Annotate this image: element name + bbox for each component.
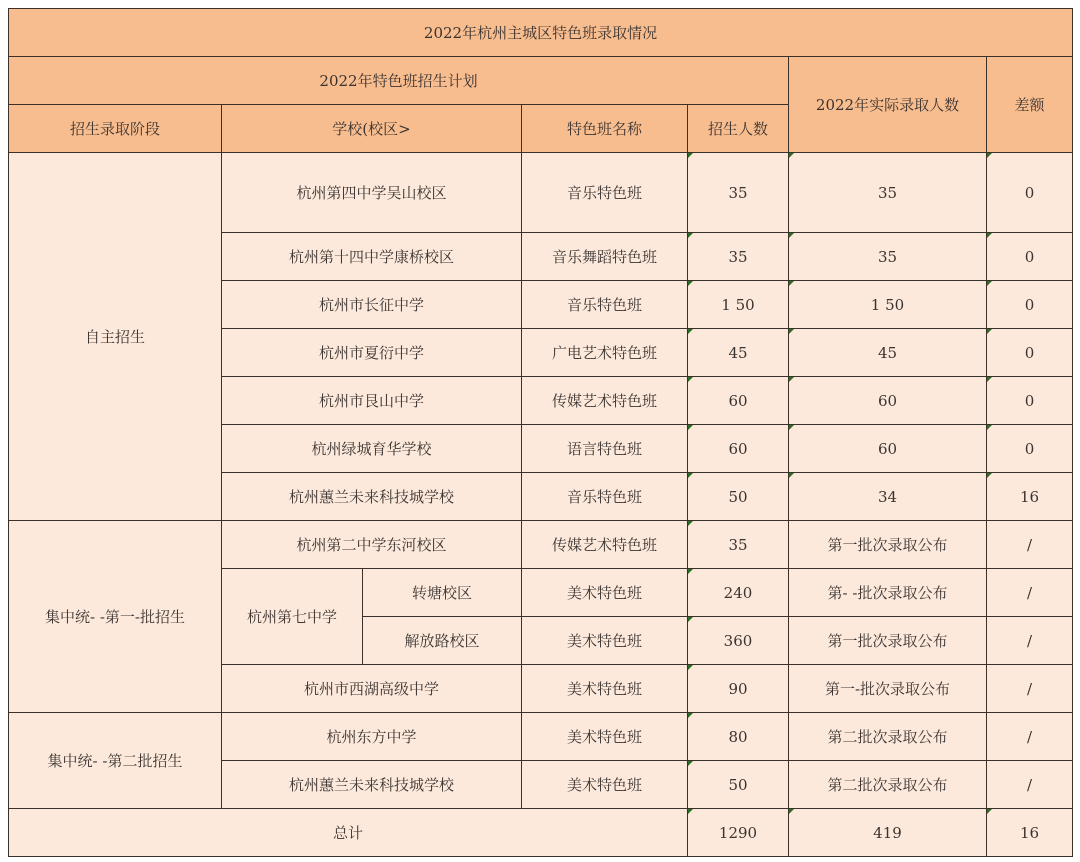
school-cell: 杭州第二中学东河校区 [222,521,522,569]
class-name-cell: 美术特色班 [522,713,688,761]
admission-table [8,8,1073,857]
diff-cell: 0 [987,377,1073,425]
quota-cell: 50 [688,761,789,809]
actual-cell: 第一批次录取公布 [789,521,987,569]
stage-cell: 集中统- -第一-批招生 [9,521,222,713]
class-name-cell: 音乐特色班 [522,153,688,233]
class-name-cell: 广电艺术特色班 [522,329,688,377]
diff-cell: / [987,665,1073,713]
class-name-cell: 美术特色班 [522,617,688,665]
diff-cell: 0 [987,425,1073,473]
class-name-cell: 音乐舞蹈特色班 [522,233,688,281]
actual-cell: 第二批次录取公布 [789,713,987,761]
school-cell: 杭州市长征中学 [222,281,522,329]
diff-cell: / [987,569,1073,617]
school-cell: 杭州蕙兰未来科技城学校 [222,473,522,521]
diff-cell: / [987,617,1073,665]
campus-cell: 转塘校区 [363,569,522,617]
actual-cell: 1 50 [789,281,987,329]
actual-cell: 34 [789,473,987,521]
table-row [9,153,1073,233]
actual-header: 2022年实际录取人数 [789,57,987,153]
quota-cell: 60 [688,377,789,425]
actual-cell: 第- -批次录取公布 [789,569,987,617]
quota-cell: 1 50 [688,281,789,329]
diff-cell: 0 [987,281,1073,329]
quota-cell: 35 [688,153,789,233]
school-cell: 杭州市西湖高级中学 [222,665,522,713]
diff-header: 差额 [987,57,1073,153]
actual-cell: 35 [789,153,987,233]
actual-cell: 60 [789,377,987,425]
diff-cell: / [987,713,1073,761]
class-name-cell: 传媒艺术特色班 [522,521,688,569]
plan-group-header: 2022年特色班招生计划 [9,57,789,105]
class-name-header: 特色班名称 [522,105,688,153]
school-cell: 杭州第十四中学康桥校区 [222,233,522,281]
diff-cell: / [987,521,1073,569]
quota-cell: 45 [688,329,789,377]
school-cell: 杭州第七中学 [222,569,363,665]
campus-cell: 解放路校区 [363,617,522,665]
school-cell: 杭州市艮山中学 [222,377,522,425]
quota-cell: 60 [688,425,789,473]
actual-cell: 35 [789,233,987,281]
total-diff: 16 [987,809,1073,857]
quota-cell: 240 [688,569,789,617]
quota-header: 招生人数 [688,105,789,153]
total-actual: 419 [789,809,987,857]
class-name-cell: 音乐特色班 [522,473,688,521]
diff-cell: 0 [987,329,1073,377]
class-name-cell: 音乐特色班 [522,281,688,329]
diff-cell: 0 [987,233,1073,281]
quota-cell: 35 [688,521,789,569]
diff-cell: 0 [987,153,1073,233]
school-cell: 杭州第四中学吴山校区 [222,153,522,233]
quota-cell: 80 [688,713,789,761]
school-cell: 杭州东方中学 [222,713,522,761]
actual-cell: 第一批次录取公布 [789,617,987,665]
school-cell: 杭州市夏衍中学 [222,329,522,377]
quota-cell: 35 [688,233,789,281]
school-header: 学校(校区> [222,105,522,153]
total-row [9,809,1073,857]
table-row [9,521,1073,569]
diff-cell: / [987,761,1073,809]
class-name-cell: 传媒艺术特色班 [522,377,688,425]
table-row [9,713,1073,761]
actual-cell: 60 [789,425,987,473]
quota-cell: 90 [688,665,789,713]
quota-cell: 50 [688,473,789,521]
class-name-cell: 美术特色班 [522,761,688,809]
actual-cell: 第二批次录取公布 [789,761,987,809]
class-name-cell: 美术特色班 [522,665,688,713]
stage-header: 招生录取阶段 [9,105,222,153]
stage-cell: 自主招生 [9,153,222,521]
total-label: 总计 [9,809,688,857]
stage-cell: 集中统- -第二批招生 [9,713,222,809]
diff-cell: 16 [987,473,1073,521]
quota-cell: 360 [688,617,789,665]
actual-cell: 第一-批次录取公布 [789,665,987,713]
class-name-cell: 美术特色班 [522,569,688,617]
school-cell: 杭州绿城育华学校 [222,425,522,473]
total-quota: 1290 [688,809,789,857]
school-cell: 杭州蕙兰未来科技城学校 [222,761,522,809]
class-name-cell: 语言特色班 [522,425,688,473]
table-title: 2022年杭州主城区特色班录取情况 [9,9,1073,57]
actual-cell: 45 [789,329,987,377]
